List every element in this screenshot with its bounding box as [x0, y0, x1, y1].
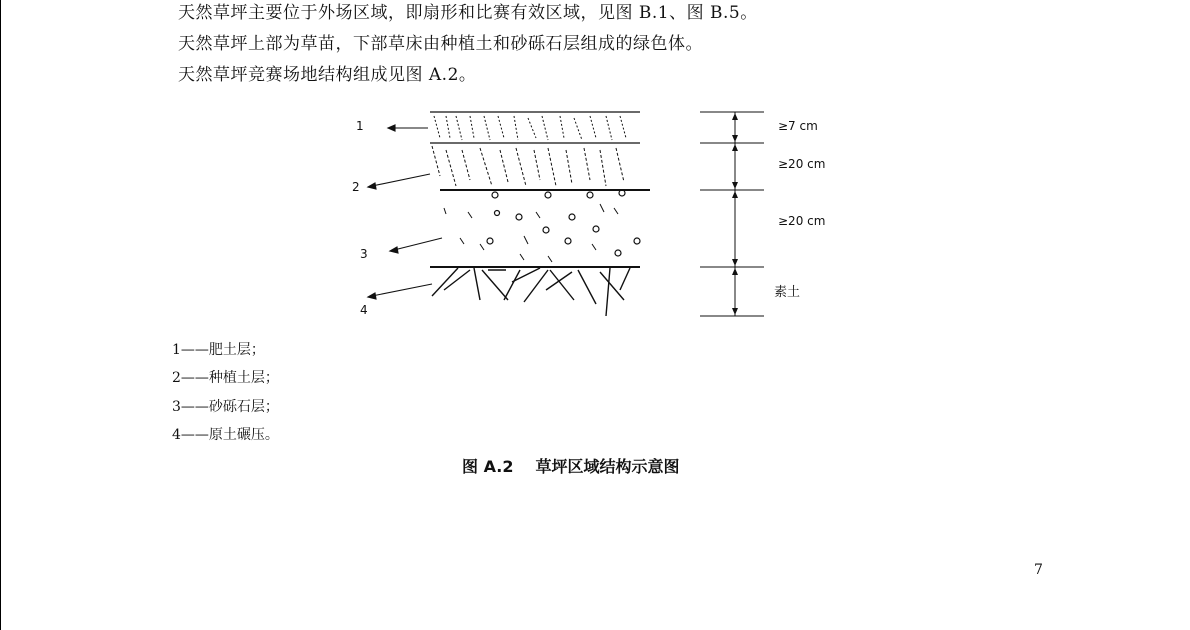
callout-1: 1	[356, 119, 364, 133]
topsoil-hatch	[434, 116, 626, 140]
callout-4: 4	[360, 303, 368, 317]
legend-item-1: 1——肥土层；	[172, 342, 265, 358]
caption-number: 图 A.2	[462, 457, 514, 476]
paragraph-3: 天然草坪竞赛场地结构组成见图 A.2。	[178, 65, 477, 85]
paragraph-2: 天然草坪上部为草苗，下部草床由种植土和砂砾石层组成的绿色体。	[178, 34, 703, 54]
planting-soil-pebbles	[492, 190, 625, 198]
legend-item-4: 4——原土碾压。	[172, 427, 279, 443]
dimension-ticks	[700, 112, 764, 316]
gravel-hatch	[444, 204, 618, 262]
dimension-planting-soil: ≥20 cm	[778, 157, 826, 171]
legend-item-3: 3——砂砾石层；	[172, 399, 279, 415]
planting-soil-hatch	[432, 146, 624, 186]
paragraph-1: 天然草坪主要位于外场区域，即扇形和比赛有效区域，见图 B.1、图 B.5。	[178, 3, 758, 23]
dimension-gravel: ≥20 cm	[778, 214, 826, 228]
legend-item-2: 2——种植土层；	[172, 370, 279, 386]
dimension-native-soil: 素土	[774, 285, 801, 300]
callout-arrows	[368, 125, 442, 299]
dimension-topsoil: ≥7 cm	[778, 119, 818, 133]
gravel-stones	[487, 211, 640, 257]
layer-boundaries	[430, 112, 650, 267]
page-number: 7	[1034, 562, 1043, 578]
callout-3: 3	[360, 247, 368, 261]
callout-2: 2	[352, 180, 360, 194]
caption-title: 草坪区域结构示意图	[535, 457, 680, 476]
figure-caption	[462, 454, 679, 477]
native-soil-hatch	[432, 268, 630, 316]
